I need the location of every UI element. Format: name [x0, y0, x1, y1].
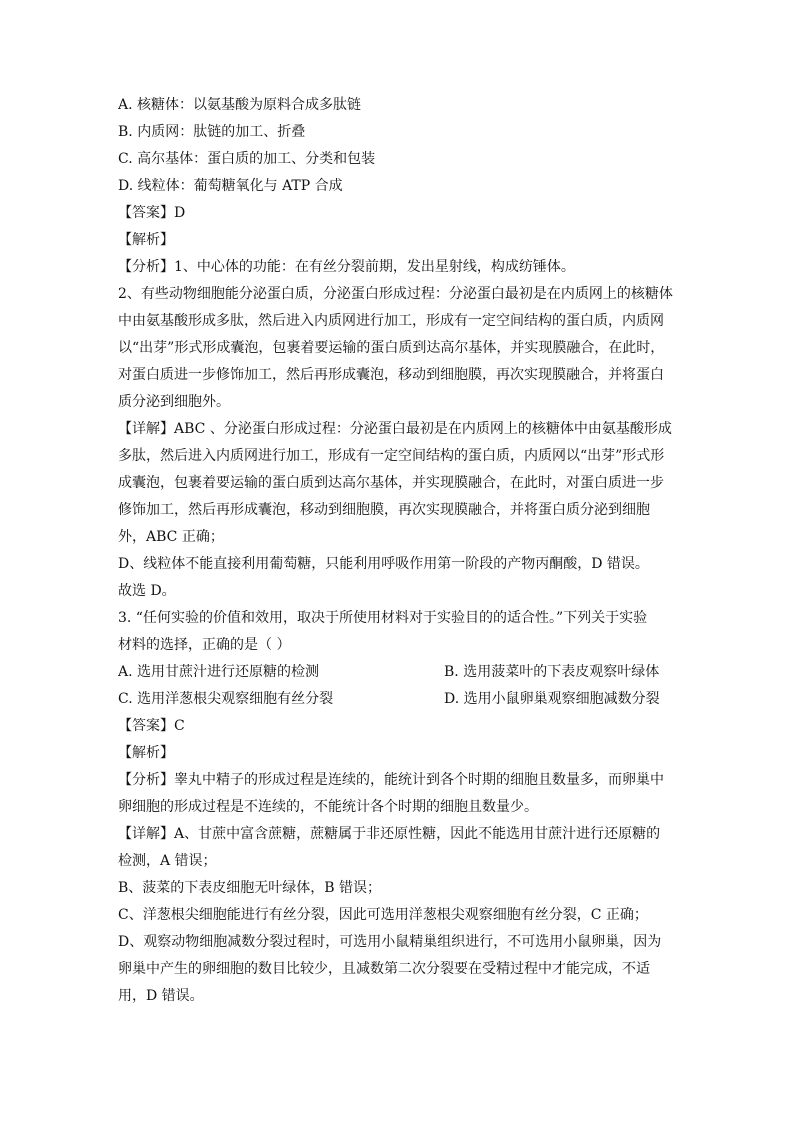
analysis-line: 以“出芽”形式形成囊泡，包裹着要运输的蛋白质到达高尔基体，并实现膜融合，在此时，: [118, 340, 665, 356]
options-row: [118, 659, 674, 686]
detail-line: B、菠菜的下表皮细胞无叶绿体，B 错误；: [118, 880, 382, 896]
document-content: [118, 92, 674, 1010]
option-c-line: C. 高尔基体：蛋白质的加工、分类和包装: [118, 151, 376, 167]
option-a-line: A. 核糖体：以氨基酸为原料合成多肽链: [118, 97, 362, 113]
answer-line: 【答案】C: [118, 718, 185, 734]
detail-line: C、洋葱根尖细胞能进行有丝分裂，因此可选用洋葱根尖观察细胞有丝分裂，C 正确；: [118, 907, 648, 923]
answer-line: 【答案】D: [118, 205, 186, 221]
analysis-line: 中由氨基酸形成多肽，然后进入内质网进行加工，形成有一定空间结构的蛋白质，内质网: [118, 313, 664, 329]
option-a: A. 选用甘蔗汁进行还原糖的检测: [118, 664, 320, 680]
detail-line: 成囊泡，包裹着要运输的蛋白质到达高尔基体，并实现膜融合，在此时，对蛋白质进一步: [118, 475, 664, 491]
detail-line: 外，ABC 正确；: [118, 529, 224, 545]
analysis-line: 【分析】睾丸中精子的形成过程是连续的，能统计到各个时期的细胞且数量多，而卵巢中: [118, 772, 664, 788]
detail-line: 多肽，然后进入内质网进行加工，形成有一定空间结构的蛋白质，内质网以“出芽”形式形: [118, 448, 665, 464]
option-c: C. 选用洋葱根尖观察细胞有丝分裂: [118, 691, 334, 707]
detail-line: 用，D 错误。: [118, 988, 204, 1004]
question-3-line: 3. “任何实验的价值和效用，取决于所使用材料对于实验目的的适合性。”下列关于实验: [118, 610, 648, 626]
conclusion-line: 故选 D。: [118, 583, 176, 599]
analysis-heading: 【解析】: [118, 232, 174, 248]
analysis-line: 质分泌到细胞外。: [118, 394, 230, 410]
option-d: D. 选用小鼠卵巢观察细胞减数分裂: [444, 691, 660, 707]
detail-line: D、观察动物细胞减数分裂过程时，可选用小鼠精巢组织进行，不可选用小鼠卵巢，因为: [118, 934, 662, 950]
analysis-line: 卵细胞的形成过程是不连续的，不能统计各个时期的细胞且数量少。: [118, 799, 538, 815]
question-3-line: 材料的选择，正确的是（ ）: [118, 637, 291, 653]
detail-line: D、线粒体不能直接利用葡萄糖，只能利用呼吸作用第一阶段的产物丙酮酸，D 错误。: [118, 556, 649, 572]
analysis-line: 对蛋白质进一步修饰加工，然后再形成囊泡，移动到细胞膜，再次实现膜融合，并将蛋白: [118, 367, 664, 383]
options-row: [118, 686, 674, 713]
option-b-line: B. 内质网：肽链的加工、折叠: [118, 124, 306, 140]
detail-line: 卵巢中产生的卵细胞的数目比较少，且减数第二次分裂要在受精过程中才能完成，不适: [118, 961, 650, 977]
detail-line: 【详解】ABC 、分泌蛋白形成过程：分泌蛋白最初是在内质网上的核糖体中由氨基酸形成: [118, 421, 672, 437]
analysis-line: 【分析】1、中心体的功能：在有丝分裂前期，发出星射线，构成纺锤体。: [118, 259, 575, 275]
option-d-line: D. 线粒体：葡萄糖氧化与 ATP 合成: [118, 178, 343, 194]
detail-line: 检测，A 错误；: [118, 853, 217, 869]
analysis-line: 2、有些动物细胞能分泌蛋白质，分泌蛋白形成过程：分泌蛋白最初是在内质网上的核糖体: [118, 286, 673, 302]
option-b: B. 选用菠菜叶的下表皮观察叶绿体: [444, 664, 660, 680]
detail-line: 【详解】A、甘蔗中富含蔗糖，蔗糖属于非还原性糖，因此不能选用甘蔗汁进行还原糖的: [118, 826, 661, 842]
detail-line: 修饰加工，然后再形成囊泡，移动到细胞膜，再次实现膜融合，并将蛋白质分泌到细胞: [118, 502, 650, 518]
analysis-heading: 【解析】: [118, 745, 174, 761]
